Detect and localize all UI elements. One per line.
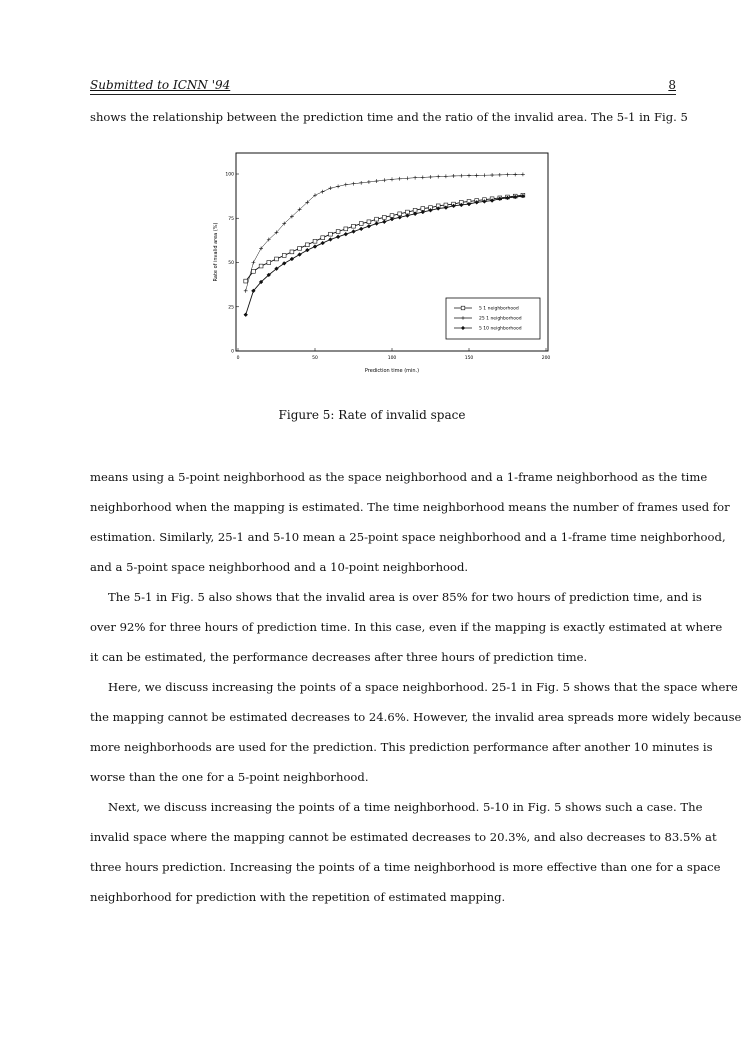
x-tick-label: 200: [541, 356, 551, 361]
data-point: [244, 313, 248, 317]
data-point: [352, 182, 356, 186]
text-line: and a 5-point space neighborhood and a 10-point neighborhood.: [90, 560, 469, 574]
data-point: [244, 279, 248, 283]
data-point: [367, 180, 371, 184]
data-point: [275, 257, 279, 261]
text-line: invalid space where the mapping cannot be estimated decreases to 20.3%, and also decreases to 83.5% at: [90, 830, 717, 844]
data-point: [290, 257, 294, 261]
text-line: estimation. Similarly, 25-1 and 5-10 mean a 25-point space neighborhood and a 1-frame time neighborhood,: [90, 530, 726, 544]
page-number: 8: [668, 78, 676, 92]
x-tick-label: 0: [236, 356, 240, 361]
paragraph-1: [90, 462, 730, 582]
text-line: Next, we discuss increasing the points of a time neighborhood. 5-10 in Fig. 5 shows such a case. The: [108, 800, 703, 814]
data-point: [329, 186, 333, 190]
data-point: [475, 174, 479, 178]
text-line: worse than the one for a 5-point neighborhood.: [90, 770, 369, 784]
data-point: [344, 232, 348, 236]
data-point: [436, 175, 440, 179]
data-point: [305, 248, 309, 252]
text-line: Here, we discuss increasing the points of a space neighborhood. 25-1 in Fig. 5 shows that the space where: [108, 680, 738, 694]
y-axis-label: Rate of invalid area (%): [213, 222, 219, 282]
series-1: [244, 193, 525, 283]
header-venue: Submitted to ICNN '94: [90, 78, 231, 92]
x-tick-label: 100: [387, 356, 397, 361]
data-point: [375, 217, 379, 221]
data-point: [344, 183, 348, 187]
data-point: [375, 222, 379, 226]
text-line: The 5-1 in Fig. 5 also shows that the invalid area is over 85% for two hours of prediction time, and is: [108, 590, 702, 604]
x-tick-label: 50: [312, 356, 318, 361]
data-point: [490, 173, 494, 177]
data-point: [506, 173, 510, 177]
data-point: [313, 239, 317, 243]
x-axis-label: Prediction time (min.): [364, 368, 420, 374]
chart-series: [244, 172, 525, 316]
y-tick-label: 25: [228, 305, 234, 311]
data-point: [413, 176, 417, 180]
data-point: [359, 227, 363, 231]
paragraph-4: [90, 792, 721, 912]
intro-line: shows the relationship between the prediction time and the ratio of the invalid area. The 5-1 in Fig. 5: [90, 110, 688, 124]
data-point: [244, 289, 248, 293]
data-point: [390, 177, 394, 181]
data-point: [467, 174, 471, 178]
data-point: [444, 174, 448, 178]
intro-paragraph: [90, 102, 688, 132]
text-line: it can be estimated, the performance decreases after three hours of prediction time.: [90, 650, 588, 664]
data-point: [359, 222, 363, 226]
data-point: [513, 173, 517, 177]
data-point: [421, 210, 425, 214]
data-point: [336, 184, 340, 188]
data-point: [459, 174, 463, 178]
data-point: [321, 241, 325, 245]
figure-5-chart: [205, 148, 565, 380]
text-line: means using a 5-point neighborhood as the space neighborhood and a 1-frame neighborhood as the time: [90, 470, 708, 484]
data-point: [461, 306, 465, 310]
y-tick-label: 50: [228, 261, 234, 266]
data-point: [390, 217, 394, 221]
text-line: the mapping cannot be estimated decreases to 24.6%. However, the invalid area spreads more widely because: [90, 710, 742, 724]
data-point: [336, 230, 340, 234]
figure-caption: Figure 5: Rate of invalid space: [278, 408, 466, 422]
text-line: more neighborhoods are used for the prediction. This prediction performance after another 10 minutes is: [90, 740, 713, 754]
data-point: [406, 176, 410, 180]
data-point: [290, 250, 294, 254]
legend-label: 5 1 neighborhood: [479, 306, 519, 312]
data-point: [398, 215, 402, 219]
data-point: [329, 238, 333, 242]
data-point: [321, 190, 325, 194]
text-line: neighborhood for prediction with the repetition of estimated mapping.: [90, 890, 506, 904]
data-point: [313, 245, 317, 249]
data-point: [267, 261, 271, 265]
data-point: [329, 232, 333, 236]
data-point: [359, 181, 363, 185]
page-header: [90, 78, 676, 95]
text-line: neighborhood when the mapping is estimated. The time neighborhood means the number of frames used for: [90, 500, 730, 514]
data-point: [413, 212, 417, 216]
data-point: [406, 214, 410, 218]
chart-legend: [446, 298, 540, 339]
data-point: [521, 172, 525, 176]
data-point: [252, 261, 256, 265]
y-tick-label: 75: [228, 216, 234, 222]
series-2: [244, 172, 525, 292]
legend-label: 5 10 neighborhood: [479, 326, 522, 332]
data-point: [382, 178, 386, 182]
data-point: [321, 236, 325, 240]
data-point: [498, 173, 502, 177]
paragraph-2: [90, 582, 723, 672]
data-point: [382, 215, 386, 219]
data-point: [252, 269, 256, 273]
data-point: [452, 174, 456, 178]
data-point: [344, 227, 348, 231]
legend-label: 25 1 neighborhood: [479, 316, 522, 322]
series-line: [246, 195, 523, 281]
text-line: three hours prediction. Increasing the points of a time neighborhood is more effective than one for a space: [90, 860, 721, 874]
data-point: [398, 177, 402, 181]
series-line: [246, 174, 523, 290]
y-tick-label: 0: [231, 349, 234, 355]
series-line: [246, 196, 523, 315]
data-point: [305, 243, 309, 247]
text-line: over 92% for three hours of prediction time. In this case, even if the mapping is exactly estimated at where: [90, 620, 723, 634]
paragraph-3: [90, 672, 742, 792]
data-point: [352, 224, 356, 228]
x-tick-label: 150: [464, 356, 474, 361]
data-point: [421, 175, 425, 179]
data-point: [336, 235, 340, 239]
data-point: [298, 246, 302, 250]
data-point: [282, 254, 286, 258]
y-tick-label: 100: [225, 172, 234, 178]
data-point: [259, 264, 263, 268]
data-point: [367, 224, 371, 228]
data-point: [429, 175, 433, 179]
data-point: [375, 179, 379, 183]
data-point: [483, 173, 487, 177]
data-point: [298, 253, 302, 257]
data-point: [367, 220, 371, 224]
data-point: [382, 220, 386, 224]
data-point: [352, 230, 356, 234]
